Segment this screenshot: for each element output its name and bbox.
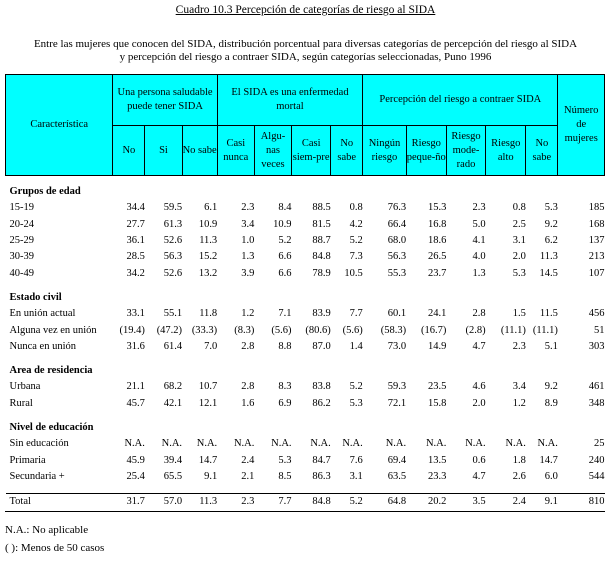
spacer-row [6, 282, 605, 290]
subtitle-line-2: y percepción del riesgo a contraer SIDA, según categorías seleccionadas, Puno 1996 [119, 51, 492, 63]
table-row [6, 396, 605, 412]
data-cell: 7.1 [278, 308, 292, 320]
data-cell: 81.5 [312, 218, 331, 230]
data-cell: (33.3) [191, 324, 218, 336]
spacer-cell [6, 282, 605, 290]
data-cell: 25.4 [126, 470, 145, 482]
data-cell: 4.7 [472, 340, 486, 352]
note-parentheses: ( ): Menos de 50 casos [5, 542, 105, 554]
data-cell: (16.7) [421, 324, 447, 336]
data-cell: 14.5 [539, 267, 558, 279]
data-cell: 1.5 [512, 308, 526, 320]
data-cell: 7.3 [349, 251, 363, 263]
header-col: No [113, 126, 145, 176]
data-cell: 4.6 [472, 381, 486, 393]
table-row [6, 379, 605, 395]
data-cell: 27.7 [126, 218, 145, 230]
table-header [6, 75, 605, 176]
data-cell: 5.1 [544, 340, 558, 352]
header-group-mortal: El SIDA es una enfermedad mortal [217, 75, 363, 126]
data-cell: 13.5 [428, 454, 447, 466]
data-cell: 1.3 [241, 251, 255, 263]
header-col: Si [145, 126, 182, 176]
data-cell: 544 [588, 470, 605, 482]
data-cell: 73.0 [387, 340, 407, 352]
data-cell: 137 [588, 235, 605, 247]
data-cell: 5.0 [472, 218, 486, 230]
data-cell: 55.3 [387, 267, 407, 279]
data-cell: (80.6) [305, 324, 331, 336]
data-cell: N.A. [385, 438, 407, 450]
header-group-saludable: Una persona saludable puede tener SIDA [113, 75, 217, 126]
data-cell: 12.1 [198, 397, 218, 409]
spacer-row [6, 176, 605, 185]
data-cell: 1.6 [241, 397, 255, 409]
data-cell: 2.5 [512, 218, 526, 230]
data-cell: 3.4 [512, 381, 526, 393]
data-cell: 5.3 [278, 454, 292, 466]
data-cell: 39.4 [163, 454, 183, 466]
data-cell: 3.4 [241, 218, 255, 230]
data-table [5, 74, 605, 510]
data-cell: 3.1 [349, 470, 363, 482]
data-cell: 56.3 [163, 251, 183, 263]
data-cell: 23.7 [428, 267, 447, 279]
data-cell: 2.1 [241, 470, 255, 482]
data-cell: 18.6 [428, 235, 447, 247]
data-cell: 6.1 [204, 202, 218, 214]
data-cell: 45.7 [126, 397, 145, 409]
data-cell: 1.2 [241, 308, 255, 320]
data-cell: 34.2 [126, 267, 145, 279]
row-label: Total [6, 494, 113, 511]
data-cell: 1.3 [472, 267, 486, 279]
table-row [6, 339, 605, 355]
table-row [6, 306, 605, 322]
data-cell: 2.8 [241, 340, 255, 352]
data-cell: 1.0 [241, 235, 255, 247]
data-cell: 2.8 [472, 308, 486, 320]
data-cell: 461 [588, 381, 605, 393]
data-cell: 61.4 [163, 340, 183, 352]
table-row [6, 469, 605, 485]
data-cell: 34.4 [126, 202, 145, 214]
data-cell: 1.8 [512, 454, 526, 466]
data-cell: 69.4 [387, 454, 407, 466]
row-label: 40-49 [9, 267, 34, 279]
data-cell: 68.0 [387, 235, 407, 247]
row-label: Secundaria + [9, 470, 65, 482]
data-cell: 3.5 [446, 494, 485, 511]
data-cell: 61.3 [163, 218, 183, 230]
data-cell: 1.4 [349, 340, 363, 352]
table-row [6, 200, 605, 216]
data-cell: 21.1 [126, 381, 145, 393]
data-cell: 76.3 [387, 202, 407, 214]
data-cell: 0.8 [512, 202, 526, 214]
data-cell: 9.2 [544, 381, 558, 393]
data-cell: 3.9 [241, 267, 255, 279]
data-cell: 8.9 [544, 397, 558, 409]
row-label: Alguna vez en unión [9, 324, 97, 336]
data-cell: 11.3 [182, 494, 217, 511]
data-cell: 11.8 [199, 308, 218, 320]
data-cell: 2.0 [472, 397, 486, 409]
header-col: Casi siem-pre [292, 126, 331, 176]
header-col: No sabe [182, 126, 217, 176]
data-cell: 83.8 [312, 381, 331, 393]
data-cell: 65.5 [163, 470, 183, 482]
data-cell: 185 [588, 202, 605, 214]
data-cell: 88.7 [312, 235, 331, 247]
data-cell: 45.9 [126, 454, 145, 466]
data-cell: 5.3 [544, 202, 558, 214]
data-cell: 0.8 [349, 202, 363, 214]
data-cell: 25 [594, 438, 605, 450]
data-cell: 86.2 [312, 397, 331, 409]
data-cell: 20.2 [406, 494, 446, 511]
data-cell: 9.1 [204, 470, 218, 482]
data-cell: 57.0 [145, 494, 182, 511]
data-cell: N.A. [161, 438, 183, 450]
data-cell: 2.4 [241, 454, 255, 466]
data-cell: 1.2 [512, 397, 526, 409]
data-cell: 23.5 [428, 381, 447, 393]
data-cell: 10.7 [198, 381, 218, 393]
row-label: Nunca en unión [9, 340, 76, 352]
data-cell: 66.4 [387, 218, 407, 230]
section-title: Estado civil [9, 291, 62, 303]
data-cell: 8.3 [278, 381, 292, 393]
data-cell: 2.0 [512, 251, 526, 263]
data-cell: 15.8 [428, 397, 447, 409]
table-title: Cuadro 10.3 Percepción de categorías de riesgo al SIDA [175, 4, 436, 16]
data-cell: 5.2 [278, 235, 292, 247]
data-cell: 810 [558, 494, 605, 511]
data-cell: 5.3 [512, 267, 526, 279]
data-cell: 303 [588, 340, 605, 352]
data-cell: 72.1 [387, 397, 407, 409]
data-cell: N.A. [537, 438, 558, 450]
data-cell: 4.0 [472, 251, 486, 263]
spacer-row [6, 485, 605, 494]
data-cell: (5.6) [342, 324, 363, 336]
data-cell: 88.5 [312, 202, 331, 214]
data-cell: N.A. [342, 438, 363, 450]
data-cell: 456 [588, 308, 605, 320]
data-cell: 8.5 [278, 470, 292, 482]
data-cell: 9.1 [526, 494, 558, 511]
header-numero: Número de mujeres [558, 75, 605, 176]
table-row [6, 436, 605, 452]
data-cell: 23.3 [428, 470, 447, 482]
section-header-row [6, 363, 605, 379]
data-cell: 240 [588, 454, 605, 466]
data-cell: 16.8 [428, 218, 447, 230]
data-cell: 6.9 [278, 397, 292, 409]
row-label: Rural [9, 397, 33, 409]
data-cell: 10.9 [198, 218, 218, 230]
data-cell: 7.0 [204, 340, 218, 352]
data-cell: 0.6 [472, 454, 486, 466]
data-cell: (11.1) [532, 324, 558, 336]
data-cell: 6.2 [544, 235, 558, 247]
table-row [6, 452, 605, 468]
spacer-row [6, 355, 605, 363]
data-cell: 68.2 [163, 381, 183, 393]
header-col: Casi nunca [217, 126, 254, 176]
data-cell: 11.3 [539, 251, 558, 263]
header-col: Riesgo alto [486, 126, 526, 176]
data-cell: 84.8 [292, 494, 331, 511]
table-row [6, 322, 605, 338]
data-cell: 87.0 [312, 340, 331, 352]
data-cell: 168 [588, 218, 605, 230]
data-cell: 8.4 [278, 202, 292, 214]
table-row [6, 233, 605, 249]
data-cell: 11.5 [539, 308, 558, 320]
data-cell: 59.3 [387, 381, 407, 393]
section-header-row [6, 184, 605, 200]
data-cell: 24.1 [428, 308, 447, 320]
data-cell: 59.5 [163, 202, 183, 214]
data-cell: 7.7 [254, 494, 291, 511]
data-cell: (11.1) [500, 324, 526, 336]
table-row [6, 494, 605, 511]
table-bottom-rule [5, 511, 605, 512]
data-cell: 36.1 [126, 235, 145, 247]
data-cell: 4.1 [472, 235, 486, 247]
data-cell: 6.6 [278, 267, 292, 279]
data-cell: (19.4) [119, 324, 145, 336]
data-cell: N.A. [465, 438, 486, 450]
data-cell: 55.1 [163, 308, 183, 320]
data-cell: 5.2 [349, 235, 363, 247]
data-cell: 6.6 [278, 251, 292, 263]
data-cell: 33.1 [126, 308, 145, 320]
section-title: Area de residencia [9, 365, 93, 377]
data-cell: 3.1 [512, 235, 526, 247]
data-cell: N.A. [196, 438, 218, 450]
data-cell: 83.9 [312, 308, 331, 320]
data-cell: 84.8 [312, 251, 331, 263]
data-cell: 7.6 [349, 454, 363, 466]
header-col: No sabe [526, 126, 558, 176]
row-label: Urbana [9, 381, 41, 393]
section-title: Grupos de edad [9, 186, 81, 198]
data-cell: 8.8 [278, 340, 292, 352]
data-cell: 15.3 [428, 202, 447, 214]
data-cell: 2.4 [486, 494, 526, 511]
data-cell: 26.5 [428, 251, 447, 263]
data-cell: 42.1 [163, 397, 183, 409]
table-row [6, 217, 605, 233]
data-cell: 5.3 [349, 397, 363, 409]
data-cell: (2.8) [465, 324, 486, 336]
data-cell: 2.6 [512, 470, 526, 482]
data-cell: 11.3 [199, 235, 218, 247]
header-caracteristica: Característica [6, 75, 113, 176]
data-cell: 60.1 [387, 308, 407, 320]
header-col: Algu-nas veces [254, 126, 291, 176]
row-label: En unión actual [9, 308, 76, 320]
data-cell: 4.2 [349, 218, 363, 230]
data-cell: (8.3) [234, 324, 255, 336]
data-cell: 2.8 [241, 381, 255, 393]
spacer-row [6, 412, 605, 420]
header-col: Riesgo peque-ño [406, 126, 446, 176]
section-header-row [6, 420, 605, 436]
row-label: Sin educación [9, 438, 69, 450]
data-cell: 2.3 [217, 494, 254, 511]
subtitle-line-1: Entre las mujeres que conocen del SIDA, distribución porcentual para diversas categorías de percepción del riesgo al SIDA [33, 38, 578, 50]
data-cell: 78.9 [312, 267, 331, 279]
data-cell: 84.7 [312, 454, 331, 466]
header-col: Ningún riesgo [363, 126, 406, 176]
data-cell: 13.2 [198, 267, 218, 279]
table-subtitle [0, 38, 611, 64]
spacer-cell [6, 355, 605, 363]
data-cell: N.A. [505, 438, 526, 450]
row-label: 20-24 [9, 218, 34, 230]
data-cell: 7.7 [349, 308, 363, 320]
data-cell: 10.5 [344, 267, 363, 279]
data-cell: 348 [588, 397, 605, 409]
data-cell: N.A. [233, 438, 255, 450]
table-body [6, 176, 605, 511]
data-cell: (58.3) [380, 324, 407, 336]
data-cell: 28.5 [126, 251, 145, 263]
data-cell: 56.3 [387, 251, 407, 263]
data-cell: (5.6) [271, 324, 292, 336]
spacer-cell [6, 485, 605, 494]
row-label: 30-39 [9, 251, 34, 263]
row-label: Primaria [9, 454, 46, 466]
data-cell: 52.6 [163, 267, 183, 279]
data-cell: 31.6 [126, 340, 145, 352]
spacer-cell [6, 176, 605, 185]
data-cell: 63.5 [387, 470, 407, 482]
header-group-riesgo: Percepción del riesgo a contraer SIDA [363, 75, 558, 126]
data-cell: 31.7 [113, 494, 145, 511]
data-cell: 5.2 [331, 494, 363, 511]
data-cell: 52.6 [163, 235, 183, 247]
data-cell: 6.0 [544, 470, 558, 482]
data-cell: 2.3 [472, 202, 486, 214]
header-col: Riesgo mode-rado [446, 126, 485, 176]
data-cell: 14.7 [539, 454, 558, 466]
spacer-cell [6, 412, 605, 420]
data-cell: 9.2 [544, 218, 558, 230]
data-cell: 213 [588, 251, 605, 263]
section-header-row [6, 290, 605, 306]
data-cell: 15.2 [198, 251, 218, 263]
data-cell: 5.2 [349, 381, 363, 393]
data-cell: N.A. [271, 438, 292, 450]
data-cell: 2.3 [512, 340, 526, 352]
data-cell: 107 [588, 267, 605, 279]
data-cell: 10.9 [273, 218, 292, 230]
data-cell: N.A. [310, 438, 331, 450]
table-row [6, 265, 605, 281]
row-label: 15-19 [9, 202, 34, 214]
data-cell: N.A. [124, 438, 145, 450]
data-cell: N.A. [425, 438, 447, 450]
data-cell: 14.7 [198, 454, 218, 466]
data-cell: (47.2) [156, 324, 183, 336]
section-title: Nivel de educación [9, 422, 94, 433]
data-cell: 14.9 [428, 340, 447, 352]
data-cell: 51 [594, 324, 605, 336]
data-cell: 2.3 [241, 202, 255, 214]
table-row [6, 249, 605, 265]
data-cell: 64.8 [363, 494, 406, 511]
data-cell: 86.3 [312, 470, 331, 482]
note-na: N.A.: No aplicable [5, 524, 89, 536]
data-cell: 4.7 [472, 470, 486, 482]
header-col: No sabe [331, 126, 363, 176]
row-label: 25-29 [9, 235, 34, 247]
